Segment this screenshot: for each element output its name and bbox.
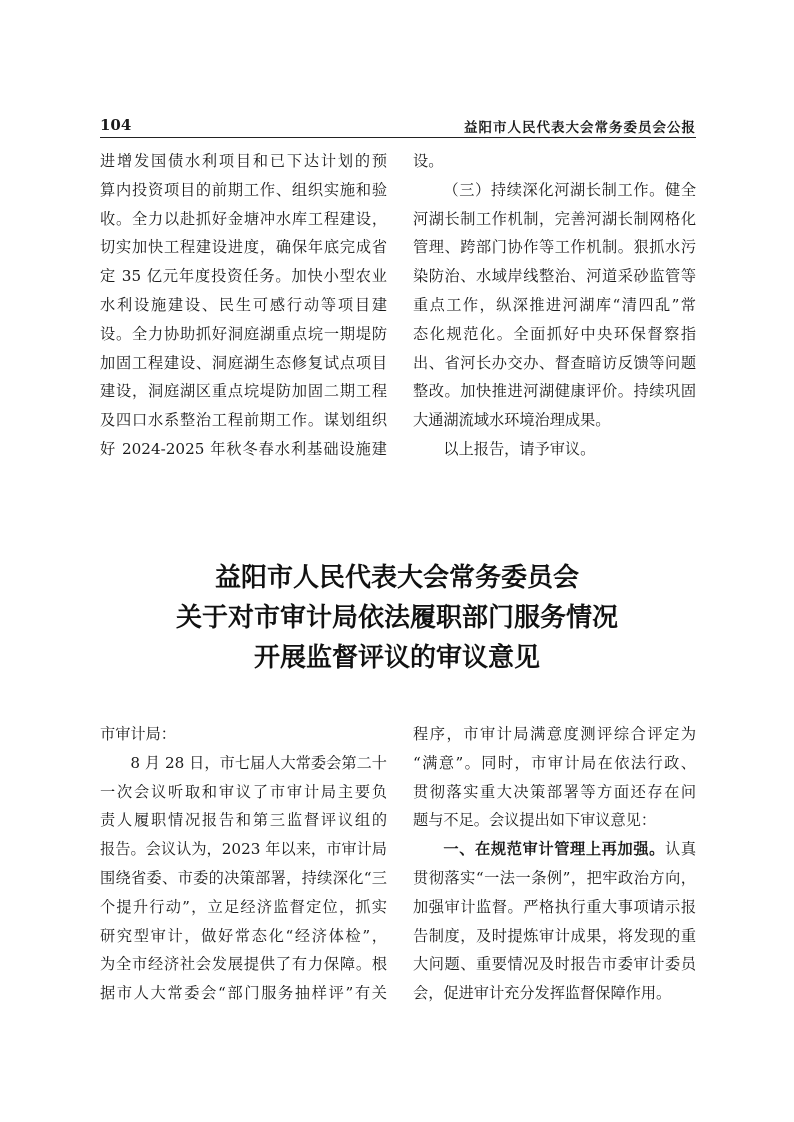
text-line: 染防治、水域岸线整治、河道采砂监管等	[413, 267, 696, 286]
text-line: 责人履职情况报告和第三监督评议组的	[100, 811, 387, 830]
text-line: “满意”。同时，市审计局在依法行政、	[413, 753, 696, 772]
text-line: 会，促进审计充分发挥监督保障作用。	[413, 984, 672, 1003]
text-line: 报告。会议认为，2023 年以来，市审计局	[100, 840, 387, 859]
text-line: 管理、跨部门协作等工作机制。狠抓水污	[413, 238, 696, 257]
text-line: 为全市经济社会发展提供了有力保障。根	[100, 955, 387, 974]
title-line-2: 关于对市审计局依法履职部门服务情况	[175, 603, 618, 633]
text-line: 及四口水系整治工程前期工作。谋划组织	[100, 411, 387, 430]
text-line: 个提升行动”，立足经济监督定位，抓实	[100, 897, 387, 916]
title-line-1: 益阳市人民代表大会常务委员会	[214, 563, 579, 593]
bottom-left-column	[100, 720, 387, 1008]
text-line: 据市人大常委会“部门服务抽样评”有关	[100, 984, 387, 1003]
document-title	[0, 558, 794, 678]
text-line: 算内投资项目的前期工作、组织实施和验	[100, 180, 387, 199]
salutation: 市审计局：	[100, 725, 176, 743]
text-line: 贯彻落实重大决策部署等方面还存在问	[413, 782, 696, 801]
text-line: 切实加快工程建设进度，确保年底完成省	[100, 238, 387, 257]
title-line-3: 开展监督评议的审议意见	[253, 643, 540, 673]
page-number: 104	[100, 116, 132, 134]
section-1-first-line	[413, 835, 696, 864]
top-right-column	[413, 147, 696, 464]
text-line: 程序，市审计局满意度测评综合评定为	[413, 725, 696, 743]
text-line: 大问题、重要情况及时报告市委审计委员	[413, 955, 696, 974]
text-line: 设。全力协助抓好洞庭湖重点垸一期堤防	[100, 324, 387, 343]
text-line: 收。全力以赴抓好金塘冲水库工程建设，	[100, 209, 387, 228]
text-line: 河湖长制工作机制，完善河湖长制网格化	[413, 209, 696, 228]
top-left-column	[100, 147, 387, 464]
text-line: 出、省河长办交办、督查暗访反馈等问题	[413, 353, 696, 372]
text-line: 告制度，及时提炼审计成果，将发现的重	[413, 926, 696, 945]
text-line: 贯彻落实“一法一条例”，把牢政治方向，	[413, 868, 696, 887]
bottom-right-column	[413, 720, 696, 1008]
page-header	[100, 114, 696, 136]
text-line: 态化规范化。全面抓好中央环保督察指	[413, 324, 696, 343]
text-line: 建设，洞庭湖区重点垸堤防加固二期工程	[100, 382, 387, 401]
text-line: 围绕省委、市委的决策部署，持续深化“三	[100, 868, 387, 887]
section-1-heading: 一、在规范审计管理上再加强。	[443, 840, 665, 859]
text-line: 定 35 亿元年度投资任务。加快小型农业	[100, 267, 387, 286]
text-line: 整改。加快推进河湖健康评价。持续巩固	[413, 382, 696, 401]
text-line: 题与不足。会议提出如下审议意见：	[413, 811, 656, 830]
journal-title: 益阳市人民代表大会常务委员会公报	[464, 120, 696, 136]
text-line: 一次会议听取和审议了市审计局主要负	[100, 782, 387, 801]
text-line: 设。	[413, 152, 444, 170]
header-rule	[100, 137, 696, 138]
closing-line: 以上报告，请予审议。	[443, 439, 596, 458]
text-line: 重点工作，纵深推进河湖库“清四乱”常	[413, 295, 696, 314]
text-line: 加固工程建设、洞庭湖生态修复试点项目	[100, 353, 387, 372]
text-line: 好 2024-2025 年秋冬春水利基础设施建	[100, 439, 387, 458]
text-line: 进增发国债水利项目和已下达计划的预	[100, 152, 387, 170]
section-1-first-text: 认真	[664, 840, 696, 859]
text-line: 研究型审计，做好常态化“经济体检”，	[100, 926, 387, 945]
section-3-first-line: （三）持续深化河湖长制工作。健全	[443, 180, 696, 199]
text-line: 8 月 28 日，市七届人大常委会第二十	[130, 753, 387, 772]
text-line: 大通湖流域水环境治理成果。	[413, 411, 611, 430]
text-line: 水利设施建设、民生可感行动等项目建	[100, 295, 387, 314]
text-line: 加强审计监督。严格执行重大事项请示报	[413, 897, 696, 916]
